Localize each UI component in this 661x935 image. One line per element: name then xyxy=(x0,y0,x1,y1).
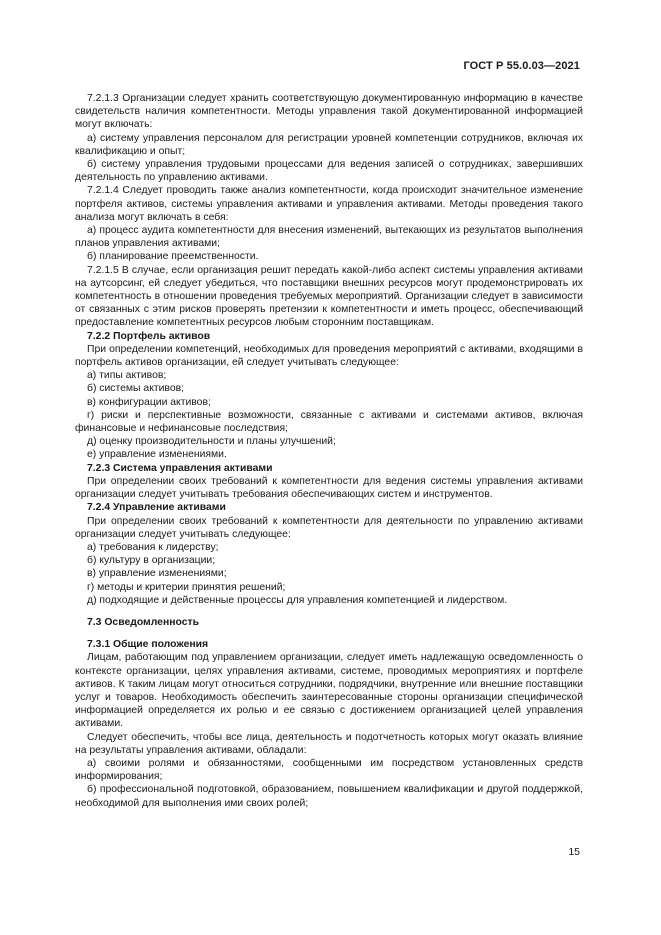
section-heading: 7.3.1 Общие положения xyxy=(87,639,209,651)
list-item: а) процесс аудита компетентности для внесения изменений, вытекающих из результатов выполнения планов управления активами; xyxy=(75,225,583,250)
section-heading: 7.2.3 Система управления активами xyxy=(87,462,273,474)
list-item: в) конфигурации активов; xyxy=(87,396,211,408)
list-item: б) культуру в организации; xyxy=(87,555,216,567)
list-item: е) управление изменениями. xyxy=(87,449,227,461)
paragraph: 7.2.1.5 В случае, если организация решит передать какой-либо аспект системы управления активами на аутсорсинг, ей следует убедиться, что поставщики внешних ресурсов могут продемонстрировать их компетентность в отношении проведения требуемых мероприятий. Организации следует в зависимости от связанных с этим рисков проверять претензии к компетентности и иметь процесс, обеспечивающий предоставление компетентных ресурсов любым сторонним поставщикам. xyxy=(75,264,583,329)
list-item: а) требования к лидерству; xyxy=(87,541,219,553)
page-number: 15 xyxy=(568,846,580,858)
document-code: ГОСТ Р 55.0.03—2021 xyxy=(463,60,580,72)
paragraph: Лицам, работающим под управлением организации, следует иметь надлежащую осведомленность о контексте организации, целях управления активами, системе, проводимых мероприятиях и портфеле активов. К таким лицам могут относиться сотрудники, подрядчики, внутренние или внешние поставщики услуг и товаров. Необходимость обеспечить заинтересованные стороны организации специфической информацией определяется их ролью и ее связью с достижением организацией целей управления активами. xyxy=(75,652,583,730)
list-item: г) риски и перспективные возможности, связанные с активами и системами активов, включая финансовые и нефинансовые последствия; xyxy=(75,409,583,435)
list-item: а) типы активов; xyxy=(87,370,167,382)
list-item: д) подходящие и действенные процессы для управления компетенцией и лидерством. xyxy=(87,594,508,606)
list-item: б) планирование преемственности. xyxy=(87,251,259,263)
paragraph: 7.2.1.3 Организации следует хранить соответствующую документированную информацию в качестве свидетельств наличия компетентности. Методы управления такой документированной информацией могут включать: xyxy=(75,93,583,131)
paragraph: При определении компетенций, необходимых для проведения мероприятий с активами, входящими в портфель активов организации, ей следует учитывать следующее: xyxy=(75,343,583,369)
paragraph: Следует обеспечить, чтобы все лица, деятельность и подотчетность которых могут оказать влияние на результаты управления активами, обладали: xyxy=(75,731,583,756)
section-heading: 7.3 Осведомленность xyxy=(87,616,199,628)
list-item: г) методы и критерии принятия решений; xyxy=(87,581,286,593)
list-item: б) профессиональной подготовкой, образованием, повышением квалификации и другой поддержкой, необходимой для выполнения ими своих ролей; xyxy=(75,784,583,809)
list-item: а) своими ролями и обязанностями, сообщенными им посредством установленных средств информирования; xyxy=(75,757,583,783)
paragraph: При определении своих требований к компетентности для деятельности по управлению активами организации следует учитывать следующее: xyxy=(75,515,583,540)
paragraph: При определении своих требований к компетентности для ведения системы управления активами организации следует учитывать требования обеспечивающих систем и инструментов. xyxy=(75,475,583,501)
list-item: б) системы активов; xyxy=(87,383,185,395)
list-item: б) систему управления трудовыми процессами для ведения записей о сотрудниках, завершивших деятельность по управлению активами. xyxy=(75,159,583,184)
paragraph: 7.2.1.4 Следует проводить также анализ компетентности, когда происходит значительное изменение портфеля активов, системы управления активами и управления активами. Методы проведения такого анализа могут включать в себя: xyxy=(75,185,583,223)
list-item: а) систему управления персоналом для регистрации уровней компетенции сотрудников, включая их квалификацию и опыт; xyxy=(75,132,583,157)
section-heading: 7.2.2 Портфель активов xyxy=(87,330,211,342)
list-item: в) управление изменениями; xyxy=(87,568,227,580)
list-item: д) оценку производительности и планы улучшений; xyxy=(87,436,336,448)
document-body xyxy=(75,92,583,810)
section-heading: 7.2.4 Управление активами xyxy=(87,502,226,514)
